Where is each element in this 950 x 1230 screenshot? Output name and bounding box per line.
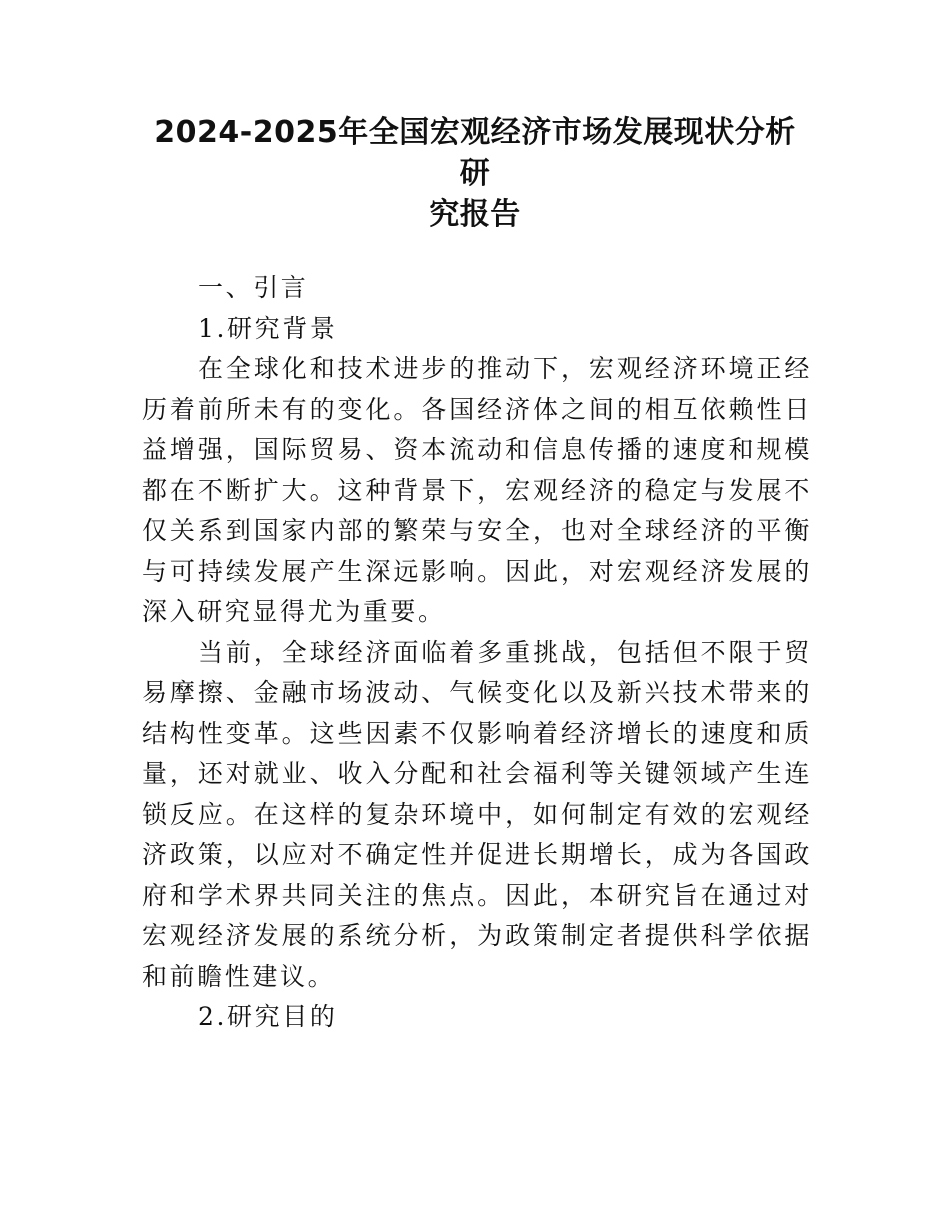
document-title-line-2: 究报告 bbox=[429, 197, 521, 232]
subsection-heading-research-background: 1.研究背景 bbox=[198, 313, 338, 343]
body-paragraph-1: 在全球化和技术进步的推动下，宏观经济环境正经历着前所未有的变化。各国经济体之间的相互依赖性日益增强，国际贸易、资本流动和信息传播的速度和规模都在不断扩大。这种背景下，宏观经济的稳定与发展不仅关系到国家内部的繁荣与安全，也对全球经济的平衡与可持续发展产生深远影响。因此，对宏观经济发展的深入研究显得尤为重要。 bbox=[142, 354, 812, 626]
document-title-line-1: 2024-2025年全国宏观经济市场发展现状分析研 bbox=[154, 115, 796, 191]
document-body bbox=[142, 268, 812, 1038]
document-title bbox=[140, 112, 810, 235]
section-heading-introduction: 一、引言 bbox=[198, 273, 309, 302]
body-paragraph-2: 当前，全球经济面临着多重挑战，包括但不限于贸易摩擦、金融市场波动、气候变化以及新兴技术带来的结构性变革。这些因素不仅影响着经济增长的速度和质量，还对就业、收入分配和社会福利等关键领域产生连锁反应。在这样的复杂环境中，如何制定有效的宏观经济政策，以应对不确定性并促进长期增长，成为各国政府和学术界共同关注的焦点。因此，本研究旨在通过对宏观经济发展的系统分析，为政策制定者提供科学依据和前瞻性建议。 bbox=[142, 637, 812, 991]
subsection-heading-research-purpose: 2.研究目的 bbox=[198, 1002, 338, 1031]
